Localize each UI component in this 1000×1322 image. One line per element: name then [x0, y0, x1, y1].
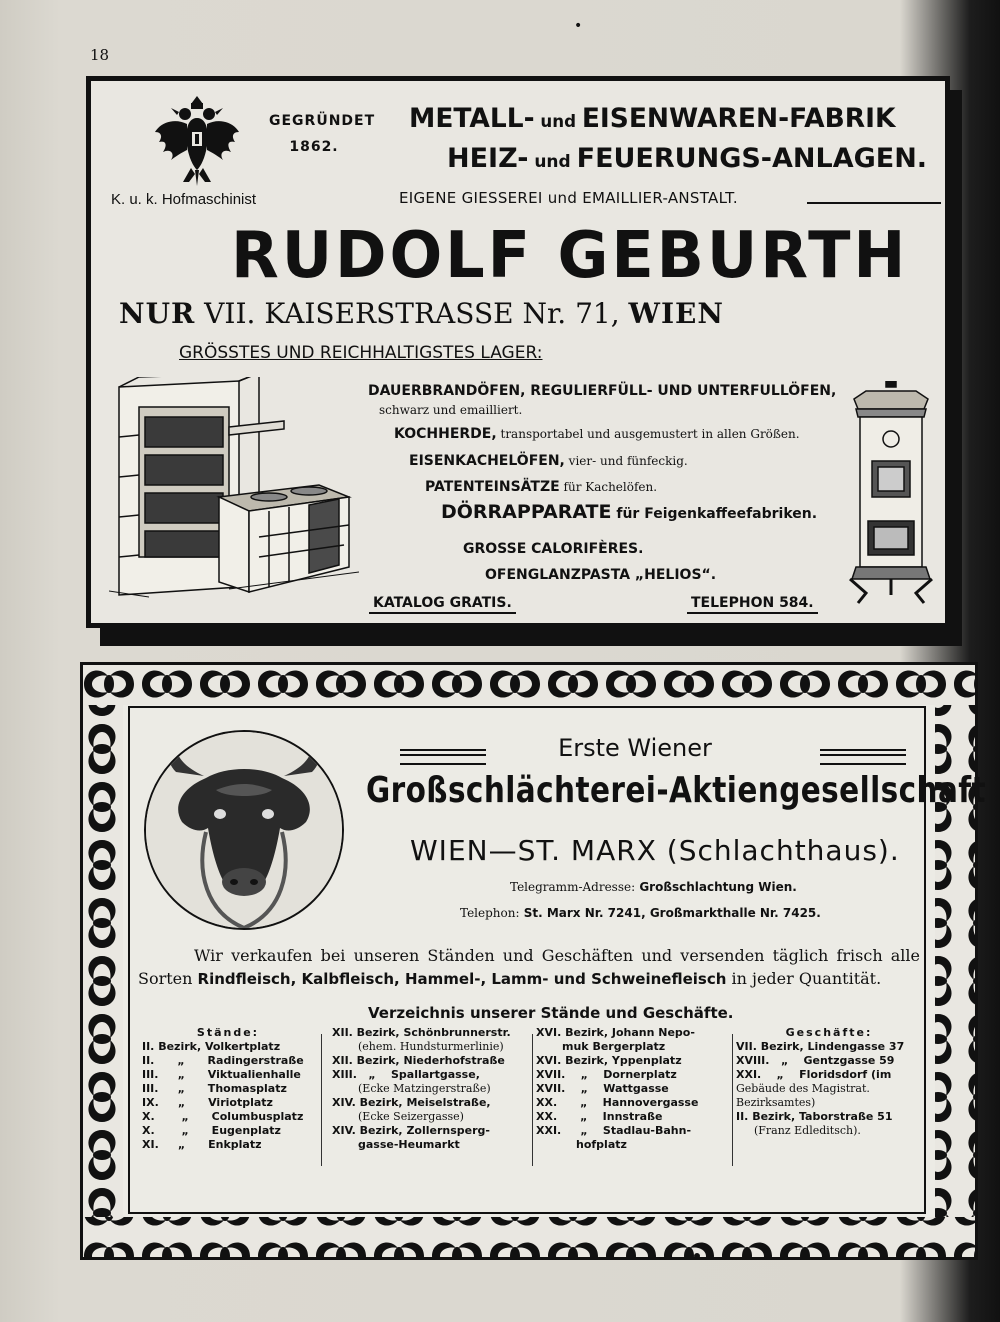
list-item: III. „ Viktualienhalle: [142, 1068, 301, 1081]
catalog-note: KATALOG GRATIS.: [369, 595, 516, 614]
list-item: III. „ Thomasplatz: [142, 1082, 287, 1095]
meat-types: Rindfleisch, Kalbfleisch, Hammel-, Lamm- und Schweinefleisch: [197, 970, 727, 988]
address-city: WIEN: [628, 297, 724, 330]
product-line: [425, 479, 657, 495]
phone-label: Telephon:: [460, 906, 520, 920]
product-name: DÖRRAPPARATE: [441, 501, 612, 523]
headline-foundry: EIGENE GIESSEREI und EMAILLIER-ANSTALT.: [399, 189, 738, 207]
list-item: II. Bezirk, Taborstraße 51: [736, 1110, 893, 1123]
address-street: VII. KAISERSTRASSE Nr. 71,: [195, 297, 629, 330]
address-line: [119, 297, 939, 330]
tile-oven-illustration: [846, 381, 936, 611]
list-item: hofplatz: [576, 1138, 627, 1151]
stands-column-3: [536, 1026, 736, 1152]
telephone-note: TELEPHON 584.: [687, 595, 818, 614]
ad-inner-frame: [128, 706, 987, 1214]
page-dot: [694, 1253, 700, 1259]
product-detail: transportabel und ausgemustert in allen Größen.: [496, 427, 800, 441]
telephone-line: [460, 906, 821, 920]
founded-label: [269, 108, 376, 160]
headline-part: und: [534, 112, 582, 132]
stands-heading: Stände:: [196, 1026, 260, 1039]
list-item-note: (Ecke Matzingerstraße): [358, 1082, 491, 1095]
page-speck: •: [574, 18, 583, 34]
body-line: Wir verkaufen bei unseren Ständen und Geschäften und versenden täglich frisch alle: [194, 946, 920, 965]
product-line: GROSSE CALORIFÈRES.: [463, 541, 644, 557]
directory-columns: [136, 1026, 926, 1196]
list-item: XVII. „ Dornerplatz: [536, 1068, 677, 1081]
list-item: IX. „ Viriotplatz: [142, 1096, 273, 1109]
list-item: XVIII. „ Gentzgasse 59: [736, 1054, 895, 1067]
ox-head-medallion: [144, 730, 344, 930]
list-item-note: (ehem. Hundsturmerlinie): [358, 1040, 504, 1053]
company-title: Großschlächterei-Aktiengesellschaft: [366, 770, 987, 811]
list-item: XXI. „ Floridsdorf (im: [736, 1068, 892, 1081]
column-divider: [532, 1034, 533, 1166]
list-item: VII. Bezirk, Lindengasse 37: [736, 1040, 905, 1053]
list-item: XVII. „ Wattgasse: [536, 1082, 669, 1095]
list-item: X. „ Eugenplatz: [142, 1124, 281, 1137]
product-line: [441, 501, 817, 523]
company-prefix: Erste Wiener: [558, 734, 712, 762]
list-item-note: (Ecke Seizergasse): [358, 1110, 464, 1123]
headline-heating: [447, 143, 927, 174]
firm-name: RUDOLF GEBURTH: [231, 219, 909, 293]
list-item: XX. „ Innstraße: [536, 1110, 663, 1123]
telegram-label: Telegramm-Adresse:: [510, 880, 636, 894]
double-eagle-emblem-icon: [151, 88, 243, 188]
product-name: KOCHHERDE,: [394, 426, 497, 442]
list-item: II. „ Radingerstraße: [142, 1054, 304, 1067]
stands-column: [142, 1026, 314, 1152]
founded-word: GEGRÜNDET: [269, 113, 376, 129]
body-part: in jeder Quantität.: [726, 969, 882, 988]
body-text: [138, 944, 920, 991]
list-item: XII. Bezirk, Schönbrunnerstr.: [332, 1026, 511, 1039]
headline-part: METALL-: [409, 103, 535, 134]
headline-part: EISENWAREN-FABRIK: [581, 103, 896, 134]
list-item: muk Bergerplatz: [562, 1040, 666, 1053]
address-nur: NUR: [119, 297, 196, 330]
shops-column: [736, 1026, 922, 1138]
product-line: [409, 453, 688, 469]
list-item: XVI. Bezirk, Johann Nepo-: [536, 1026, 695, 1039]
body-line: [138, 967, 920, 991]
kitchen-stove-illustration: [109, 377, 359, 607]
rule-line: [807, 202, 941, 204]
list-item: II. Bezirk, Volkertplatz: [142, 1040, 281, 1053]
telegram-address: [510, 880, 797, 894]
headline-part: HEIZ-: [447, 143, 529, 174]
column-divider: [321, 1034, 322, 1166]
list-item-note: Gebäude des Magistrat.: [736, 1082, 870, 1095]
product-line: OFENGLANZPASTA „HELIOS“.: [485, 567, 717, 583]
list-item: XIV. Bezirk, Meiselstraße,: [332, 1096, 491, 1109]
product-detail: für Feigenkaffeefabriken.: [611, 506, 818, 522]
directory-heading: Verzeichnis unserer Stände und Geschäfte.: [368, 1004, 734, 1022]
list-item: XVI. Bezirk, Yppenplatz: [536, 1054, 682, 1067]
phone-value: St. Marx Nr. 7241, Großmarkthalle Nr. 7425.: [519, 906, 821, 920]
company-location: WIEN—ST. MARX (Schlachthaus).: [410, 834, 900, 867]
largest-stock-heading: GRÖSSTES UND REICHHALTIGSTES LAGER:: [179, 343, 543, 363]
product-detail: vier- und fünfeckig.: [564, 454, 688, 468]
advertisement-geburth: [86, 76, 950, 628]
list-item-note: Bezirksamtes): [736, 1096, 816, 1109]
page-number: 18: [90, 46, 110, 64]
list-item: XIV. Bezirk, Zollernsperg-: [332, 1124, 490, 1137]
headline-part: FEUERUNGS-ANLAGEN.: [576, 143, 928, 174]
list-item: XII. Bezirk, Niederhofstraße: [332, 1054, 505, 1067]
list-item: XI. „ Enkplatz: [142, 1138, 262, 1151]
product-line: DAUERBRANDÖFEN, REGULIERFÜLL- UND UNTERFULLÖFEN,: [368, 383, 837, 399]
product-name: EISENKACHELÖFEN,: [409, 453, 565, 469]
list-item-note: (Franz Edleditsch).: [754, 1124, 861, 1137]
founded-year: 1862.: [289, 139, 339, 155]
hof-title: K. u. k. Hofmaschinist: [111, 191, 257, 208]
list-item: XX. „ Hannovergasse: [536, 1096, 699, 1109]
telegram-value: Großschlachtung Wien.: [635, 880, 797, 894]
ox-head-icon: [146, 732, 342, 928]
headline-part: und: [528, 152, 577, 172]
body-part: Sorten: [138, 969, 198, 988]
product-line: [394, 426, 800, 442]
stands-column-2: [332, 1026, 532, 1152]
product-name: PATENTEINSÄTZE: [425, 479, 560, 495]
list-item: gasse-Heumarkt: [358, 1138, 460, 1151]
decorative-lines: [820, 749, 906, 765]
headline-metal-factory: [409, 103, 896, 134]
advertisement-slaughterhouse: [80, 662, 987, 1260]
list-item: XXI. „ Stadlau-Bahn-: [536, 1124, 692, 1137]
list-item: XIII. „ Spallartgasse,: [332, 1068, 480, 1081]
product-detail: schwarz und emailliert.: [379, 403, 523, 417]
shops-heading: Geschäfte:: [785, 1026, 873, 1039]
list-item: X. „ Columbusplatz: [142, 1110, 304, 1123]
product-detail: für Kachelöfen.: [559, 480, 658, 494]
